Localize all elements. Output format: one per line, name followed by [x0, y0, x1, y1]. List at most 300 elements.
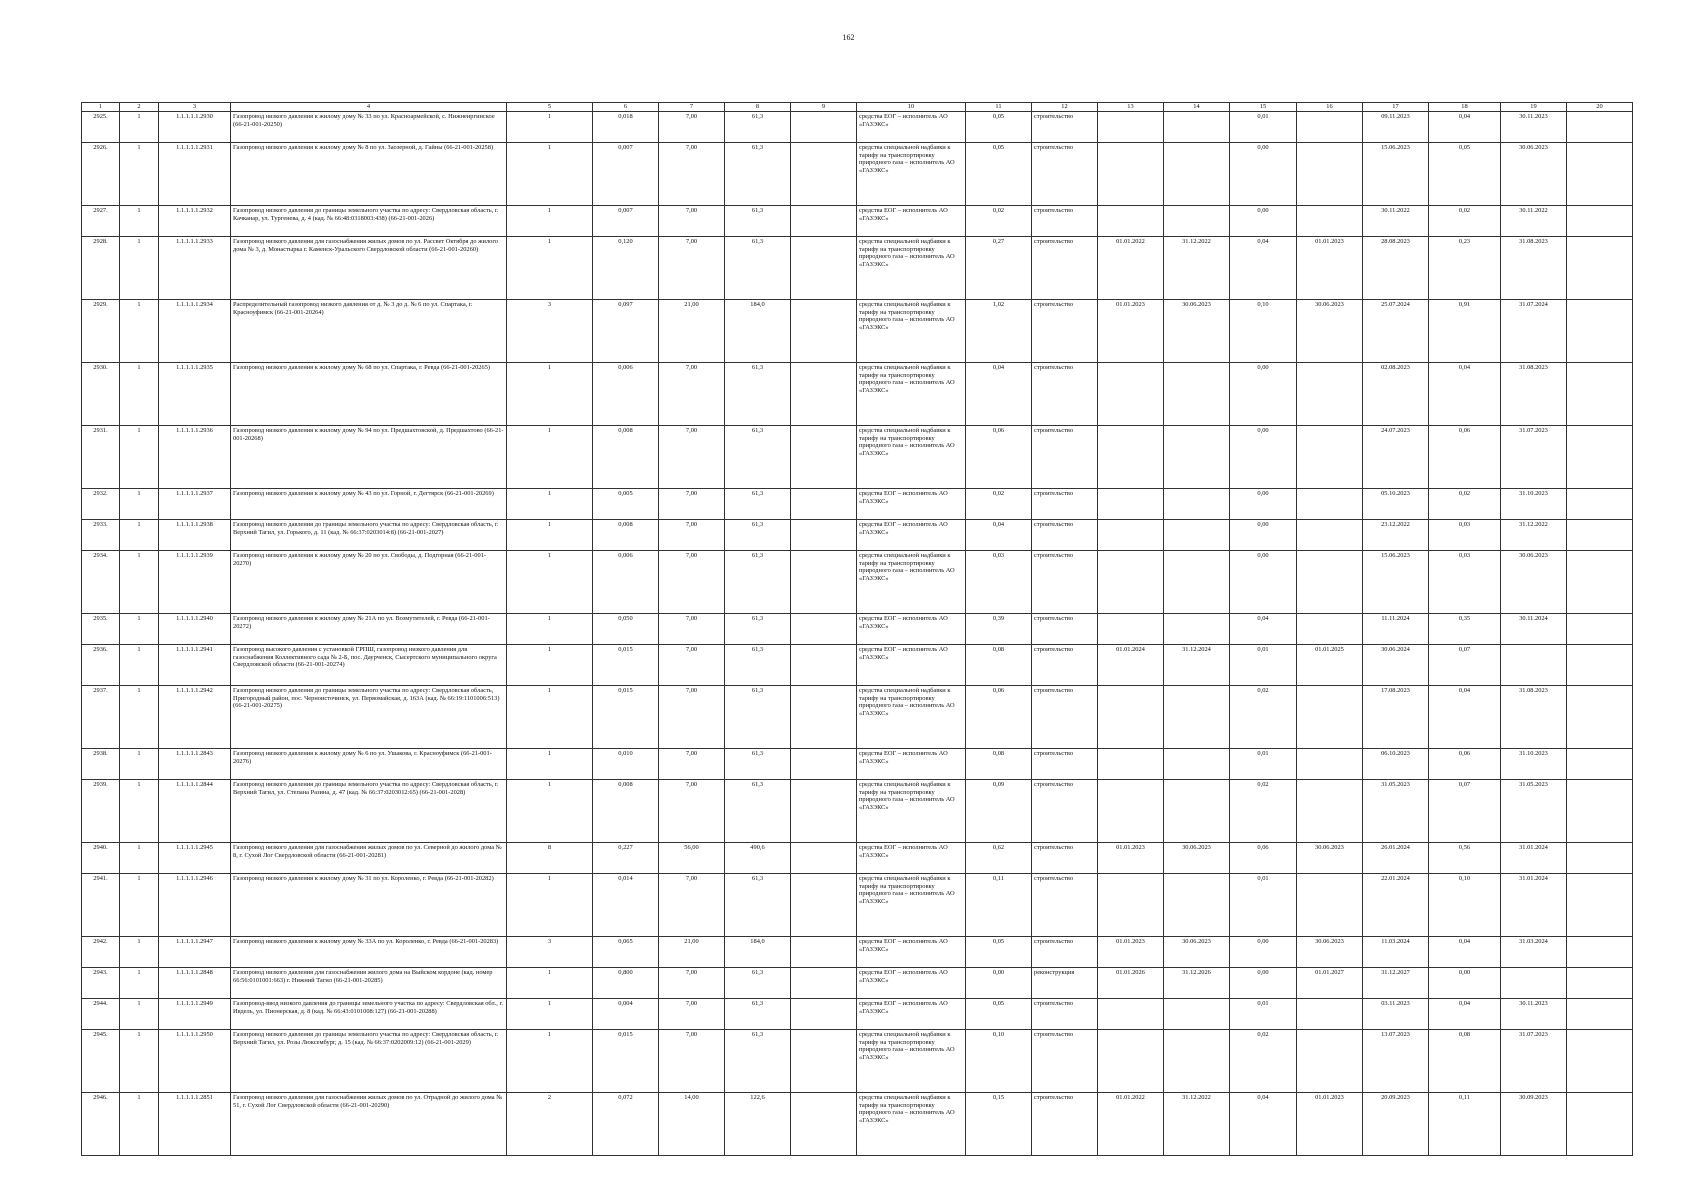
count-value: 1: [507, 520, 593, 551]
amount-value: 0,00: [966, 968, 1032, 999]
financing-source: средства специальной надбавки к тарифу на транспортировку природного газа – исполнитель АО «ГАЗЭКС»: [857, 1093, 966, 1156]
object-code: 1.1.1.1.1.2843: [159, 749, 231, 780]
table-row: [82, 645, 1633, 686]
construction-start: [1297, 686, 1363, 749]
construction-start: [1297, 206, 1363, 237]
column-20-value: [1567, 968, 1633, 999]
financing-source: средства ЕОГ – исполнитель АО «ГАЗЭКС»: [857, 843, 966, 874]
work-type: строительство: [1032, 645, 1098, 686]
table-row: [82, 520, 1633, 551]
amount-value: 0,08: [966, 645, 1032, 686]
table-row: [82, 999, 1633, 1030]
object-code: 1.1.1.1.1.2950: [159, 1030, 231, 1093]
row-number: 2942.: [82, 937, 120, 968]
construction-amount: 0,07: [1429, 780, 1501, 843]
commission-date: 20.09.2023: [1363, 1093, 1429, 1156]
group-number: 1: [120, 843, 159, 874]
financing-source: средства ЕОГ – исполнитель АО «ГАЗЭКС»: [857, 206, 966, 237]
row-number: 2926.: [82, 143, 120, 206]
construction-amount: 0,04: [1429, 937, 1501, 968]
table-row: [82, 780, 1633, 843]
object-code: 1.1.1.1.1.2942: [159, 686, 231, 749]
length-km: 0,008: [593, 520, 659, 551]
design-amount: 0,00: [1230, 489, 1297, 520]
cost-value: 61,3: [725, 143, 791, 206]
end-date: 31.12.2026: [1164, 968, 1230, 999]
start-date: 01.01.2024: [1098, 645, 1164, 686]
amount-value: 0,02: [966, 206, 1032, 237]
design-amount: 0,04: [1230, 614, 1297, 645]
capacity-value: 21,00: [659, 937, 725, 968]
column-20-value: [1567, 363, 1633, 426]
count-value: 1: [507, 780, 593, 843]
amount-value: 0,04: [966, 363, 1032, 426]
column-number-15: 15: [1230, 103, 1297, 112]
count-value: 3: [507, 937, 593, 968]
financing-source: средства ЕОГ – исполнитель АО «ГАЗЭКС»: [857, 937, 966, 968]
capacity-value: 7,00: [659, 968, 725, 999]
register-table: [81, 102, 1633, 1156]
amount-value: 0,06: [966, 426, 1032, 489]
construction-start: [1297, 363, 1363, 426]
object-code: 1.1.1.1.1.2949: [159, 999, 231, 1030]
commission-date: 11.11.2024: [1363, 614, 1429, 645]
column-9-value: [791, 143, 857, 206]
column-20-value: [1567, 1093, 1633, 1156]
financing-source: средства специальной надбавки к тарифу на транспортировку природного газа – исполнитель АО «ГАЗЭКС»: [857, 363, 966, 426]
commission-date: 13.07.2023: [1363, 1030, 1429, 1093]
column-9-value: [791, 686, 857, 749]
construction-start: 01.01.2027: [1297, 968, 1363, 999]
row-number: 2937.: [82, 686, 120, 749]
column-number-2: 2: [120, 103, 159, 112]
group-number: 1: [120, 686, 159, 749]
construction-start: [1297, 143, 1363, 206]
group-number: 1: [120, 874, 159, 937]
commission-date: 23.12.2022: [1363, 520, 1429, 551]
object-code: 1.1.1.1.1.2931: [159, 143, 231, 206]
work-type: строительство: [1032, 686, 1098, 749]
completion-date: 31.10.2023: [1501, 749, 1567, 780]
end-date: [1164, 1030, 1230, 1093]
completion-date: 31.05.2023: [1501, 780, 1567, 843]
cost-value: 61,3: [725, 363, 791, 426]
group-number: 1: [120, 999, 159, 1030]
object-code: 1.1.1.1.1.2930: [159, 112, 231, 143]
commission-date: 30.06.2024: [1363, 645, 1429, 686]
column-20-value: [1567, 874, 1633, 937]
object-code: 1.1.1.1.1.2851: [159, 1093, 231, 1156]
column-number-3: 3: [159, 103, 231, 112]
group-number: 1: [120, 112, 159, 143]
row-number: 2944.: [82, 999, 120, 1030]
row-number: 2946.: [82, 1093, 120, 1156]
capacity-value: 7,00: [659, 614, 725, 645]
design-amount: 0,00: [1230, 363, 1297, 426]
length-km: 0,007: [593, 143, 659, 206]
object-name: Газопровод низкого давления к жилому дому № 21А по ул. Возмутителей, г. Ревда (66-21-001-20272): [231, 614, 507, 645]
commission-date: 09.11.2023: [1363, 112, 1429, 143]
column-9-value: [791, 520, 857, 551]
financing-source: средства специальной надбавки к тарифу на транспортировку природного газа – исполнитель АО «ГАЗЭКС»: [857, 551, 966, 614]
completion-date: 31.10.2023: [1501, 489, 1567, 520]
row-number: 2940.: [82, 843, 120, 874]
end-date: [1164, 206, 1230, 237]
column-9-value: [791, 645, 857, 686]
financing-source: средства специальной надбавки к тарифу на транспортировку природного газа – исполнитель АО «ГАЗЭКС»: [857, 143, 966, 206]
cost-value: 61,3: [725, 206, 791, 237]
capacity-value: 7,00: [659, 999, 725, 1030]
row-number: 2934.: [82, 551, 120, 614]
start-date: [1098, 614, 1164, 645]
amount-value: 0,15: [966, 1093, 1032, 1156]
object-name: Газопровод низкого давления до границы земельного участка по адресу: Свердловская область, г. Качканар, ул. Тургенева, д. 4 (кад. № 66:48:0318003:438) (66-21-001-2026): [231, 206, 507, 237]
construction-start: [1297, 749, 1363, 780]
end-date: 30.06.2023: [1164, 300, 1230, 363]
construction-start: 30.06.2023: [1297, 300, 1363, 363]
column-9-value: [791, 614, 857, 645]
length-km: 0,065: [593, 937, 659, 968]
table-body: [82, 112, 1633, 1156]
cost-value: 61,3: [725, 237, 791, 300]
capacity-value: 7,00: [659, 489, 725, 520]
construction-amount: 0,03: [1429, 520, 1501, 551]
column-number-14: 14: [1164, 103, 1230, 112]
work-type: строительство: [1032, 780, 1098, 843]
amount-value: 0,05: [966, 112, 1032, 143]
table-row: [82, 937, 1633, 968]
column-20-value: [1567, 551, 1633, 614]
count-value: 1: [507, 999, 593, 1030]
construction-start: [1297, 874, 1363, 937]
row-number: 2927.: [82, 206, 120, 237]
table-row: [82, 843, 1633, 874]
count-value: 1: [507, 645, 593, 686]
count-value: 1: [507, 206, 593, 237]
financing-source: средства ЕОГ – исполнитель АО «ГАЗЭКС»: [857, 112, 966, 143]
column-number-20: 20: [1567, 103, 1633, 112]
end-date: 31.12.2022: [1164, 1093, 1230, 1156]
financing-source: средства специальной надбавки к тарифу на транспортировку природного газа – исполнитель АО «ГАЗЭКС»: [857, 237, 966, 300]
commission-date: 06.10.2023: [1363, 749, 1429, 780]
object-code: 1.1.1.1.1.2934: [159, 300, 231, 363]
start-date: [1098, 206, 1164, 237]
construction-amount: 0,00: [1429, 968, 1501, 999]
row-number: 2938.: [82, 749, 120, 780]
length-km: 0,008: [593, 426, 659, 489]
length-km: 0,008: [593, 780, 659, 843]
length-km: 0,072: [593, 1093, 659, 1156]
cost-value: 61,3: [725, 749, 791, 780]
object-name: Газопровод низкого давления для газоснабжения жилых домов по ул. Северной до жилого дома № 8, г. Сухой Лог Свердловской области (66-21-001-20281): [231, 843, 507, 874]
object-name: Распределительный газопровод низкого давления от д. № 3 до д. № 6 по ул. Спартака, г. Красноуфимск (66-21-001-20264): [231, 300, 507, 363]
commission-date: 31.05.2023: [1363, 780, 1429, 843]
object-name: Газопровод низкого давления к жилому дому № 33 по ул. Красноармейской, с. Нижнеиргинское (66-21-001-20250): [231, 112, 507, 143]
length-km: 0,015: [593, 645, 659, 686]
amount-value: 0,39: [966, 614, 1032, 645]
start-date: [1098, 874, 1164, 937]
column-number-11: 11: [966, 103, 1032, 112]
object-name: Газопровод низкого давления до границы земельного участка по адресу: Свердловская область, г. Верхний Тагил, ул. Розы Люксембург, д. 15 (кад. № 66:37:0202009:12) (66-21-001-2029): [231, 1030, 507, 1093]
length-km: 0,800: [593, 968, 659, 999]
capacity-value: 7,00: [659, 206, 725, 237]
start-date: [1098, 112, 1164, 143]
group-number: 1: [120, 363, 159, 426]
column-20-value: [1567, 614, 1633, 645]
column-number-18: 18: [1429, 103, 1501, 112]
work-type: строительство: [1032, 614, 1098, 645]
row-number: 2935.: [82, 614, 120, 645]
column-9-value: [791, 749, 857, 780]
column-9-value: [791, 1093, 857, 1156]
object-name: Газопровод низкого давления до границы земельного участка по адресу: Свердловская область, Пригородный район, пос. Черноисточинск, ул. Первомайская, д. 163А (кад. № 66:19:1101006:513) (66-21-001-20275): [231, 686, 507, 749]
design-amount: 0,00: [1230, 206, 1297, 237]
object-name: Газопровод низкого давления к жилому дому № 68 по ул. Спартака, г. Ревда (66-21-001-20265): [231, 363, 507, 426]
object-code: 1.1.1.1.1.2946: [159, 874, 231, 937]
end-date: [1164, 551, 1230, 614]
row-number: 2943.: [82, 968, 120, 999]
column-20-value: [1567, 749, 1633, 780]
construction-amount: 0,05: [1429, 143, 1501, 206]
start-date: [1098, 426, 1164, 489]
construction-start: 01.01.2023: [1297, 1093, 1363, 1156]
group-number: 1: [120, 937, 159, 968]
length-km: 0,120: [593, 237, 659, 300]
construction-amount: 0,06: [1429, 426, 1501, 489]
length-km: 0,004: [593, 999, 659, 1030]
object-name: Газопровод низкого давления к жилому дому № 6 по ул. Ушакова, г. Красноуфимск (66-21-001-20276): [231, 749, 507, 780]
start-date: 01.01.2023: [1098, 937, 1164, 968]
table-row: [82, 112, 1633, 143]
amount-value: 0,08: [966, 749, 1032, 780]
construction-amount: 0,35: [1429, 614, 1501, 645]
count-value: 3: [507, 300, 593, 363]
column-number-9: 9: [791, 103, 857, 112]
end-date: [1164, 999, 1230, 1030]
design-amount: 0,10: [1230, 300, 1297, 363]
capacity-value: 7,00: [659, 363, 725, 426]
work-type: реконструкция: [1032, 968, 1098, 999]
column-20-value: [1567, 237, 1633, 300]
column-number-7: 7: [659, 103, 725, 112]
construction-amount: 0,04: [1429, 686, 1501, 749]
amount-value: 0,06: [966, 686, 1032, 749]
object-code: 1.1.1.1.1.2937: [159, 489, 231, 520]
object-name: Газопровод-ввод низкого давления до границы земельного участка по адресу: Свердловская обл., г. Ивдель, ул. Пионерская, д. 8 (кад. № 66:43:0101008:127) (66-21-001-20288): [231, 999, 507, 1030]
completion-date: 30.06.2023: [1501, 551, 1567, 614]
capacity-value: 56,00: [659, 843, 725, 874]
completion-date: 30.11.2023: [1501, 112, 1567, 143]
row-number: 2929.: [82, 300, 120, 363]
amount-value: 0,62: [966, 843, 1032, 874]
completion-date: 30.11.2024: [1501, 614, 1567, 645]
table-row: [82, 614, 1633, 645]
end-date: [1164, 489, 1230, 520]
table-row: [82, 1030, 1633, 1093]
table-row: [82, 551, 1633, 614]
start-date: [1098, 749, 1164, 780]
work-type: строительство: [1032, 112, 1098, 143]
completion-date: 31.07.2024: [1501, 300, 1567, 363]
column-number-16: 16: [1297, 103, 1363, 112]
cost-value: 61,3: [725, 645, 791, 686]
commission-date: 15.06.2023: [1363, 551, 1429, 614]
start-date: [1098, 520, 1164, 551]
commission-date: 05.10.2023: [1363, 489, 1429, 520]
cost-value: 61,3: [725, 780, 791, 843]
row-number: 2930.: [82, 363, 120, 426]
end-date: [1164, 614, 1230, 645]
row-number: 2939.: [82, 780, 120, 843]
column-20-value: [1567, 1030, 1633, 1093]
financing-source: средства ЕОГ – исполнитель АО «ГАЗЭКС»: [857, 614, 966, 645]
start-date: [1098, 686, 1164, 749]
end-date: [1164, 686, 1230, 749]
construction-amount: 0,04: [1429, 112, 1501, 143]
design-amount: 0,00: [1230, 143, 1297, 206]
object-code: 1.1.1.1.1.2844: [159, 780, 231, 843]
length-km: 0,007: [593, 206, 659, 237]
completion-date: 31.08.2023: [1501, 237, 1567, 300]
commission-date: 22.01.2024: [1363, 874, 1429, 937]
start-date: [1098, 999, 1164, 1030]
work-type: строительство: [1032, 749, 1098, 780]
column-9-value: [791, 999, 857, 1030]
object-name: Газопровод низкого давления для газоснабжения жилого дома на Выйском кордоне (кад. номер 66:56:0101001:663) г. Нижний Тагил (66-21-001-20285): [231, 968, 507, 999]
capacity-value: 7,00: [659, 645, 725, 686]
column-20-value: [1567, 426, 1633, 489]
group-number: 1: [120, 489, 159, 520]
cost-value: 184,0: [725, 300, 791, 363]
construction-start: 30.06.2023: [1297, 937, 1363, 968]
amount-value: 0,09: [966, 780, 1032, 843]
row-number: 2928.: [82, 237, 120, 300]
group-number: 1: [120, 300, 159, 363]
completion-date: [1501, 968, 1567, 999]
design-amount: 0,02: [1230, 780, 1297, 843]
amount-value: 0,27: [966, 237, 1032, 300]
work-type: строительство: [1032, 426, 1098, 489]
object-name: Газопровод низкого давления до границы земельного участка по адресу: Свердловская область, г. Верхний Тагил, ул. Степана Разина, д. 47 (кад. № 66:37:0203012:65) (66-21-001-2028): [231, 780, 507, 843]
completion-date: 30.06.2023: [1501, 143, 1567, 206]
count-value: 1: [507, 489, 593, 520]
capacity-value: 7,00: [659, 112, 725, 143]
design-amount: 0,01: [1230, 999, 1297, 1030]
end-date: 30.06.2023: [1164, 843, 1230, 874]
count-value: 1: [507, 363, 593, 426]
amount-value: 0,03: [966, 551, 1032, 614]
construction-start: [1297, 426, 1363, 489]
design-amount: 0,00: [1230, 426, 1297, 489]
page-number: 162: [842, 33, 855, 42]
construction-start: 01.01.2025: [1297, 645, 1363, 686]
construction-amount: 0,02: [1429, 206, 1501, 237]
commission-date: 03.11.2023: [1363, 999, 1429, 1030]
capacity-value: 7,00: [659, 1030, 725, 1093]
count-value: 1: [507, 614, 593, 645]
work-type: строительство: [1032, 1030, 1098, 1093]
completion-date: 31.08.2023: [1501, 686, 1567, 749]
end-date: [1164, 749, 1230, 780]
object-code: 1.1.1.1.1.2935: [159, 363, 231, 426]
count-value: 8: [507, 843, 593, 874]
end-date: [1164, 780, 1230, 843]
group-number: 1: [120, 551, 159, 614]
column-9-value: [791, 112, 857, 143]
table-row: [82, 968, 1633, 999]
amount-value: 0,04: [966, 520, 1032, 551]
end-date: 30.06.2023: [1164, 937, 1230, 968]
construction-amount: 0,02: [1429, 489, 1501, 520]
construction-start: [1297, 614, 1363, 645]
capacity-value: 7,00: [659, 551, 725, 614]
cost-value: 61,3: [725, 520, 791, 551]
commission-date: 25.07.2024: [1363, 300, 1429, 363]
object-name: Газопровод низкого давления к жилому дому № 31 по ул. Короленко, г. Ревда (66-21-001-20282): [231, 874, 507, 937]
count-value: 2: [507, 1093, 593, 1156]
object-name: Газопровод высокого давления с установкой ГРПШ, газопровод низкого давления для газоснабжения Коллективного сада № 2-Б, пос. Даурченск, Сысертского муниципального округа Свердловской области (66-21-001-20274): [231, 645, 507, 686]
design-amount: 0,02: [1230, 1030, 1297, 1093]
count-value: 1: [507, 426, 593, 489]
start-date: [1098, 780, 1164, 843]
financing-source: средства специальной надбавки к тарифу на транспортировку природного газа – исполнитель АО «ГАЗЭКС»: [857, 874, 966, 937]
capacity-value: 14,00: [659, 1093, 725, 1156]
end-date: [1164, 363, 1230, 426]
object-code: 1.1.1.1.1.2938: [159, 520, 231, 551]
construction-amount: 0,03: [1429, 551, 1501, 614]
group-number: 1: [120, 206, 159, 237]
design-amount: 0,04: [1230, 237, 1297, 300]
work-type: строительство: [1032, 874, 1098, 937]
amount-value: 0,05: [966, 143, 1032, 206]
capacity-value: 7,00: [659, 426, 725, 489]
column-20-value: [1567, 780, 1633, 843]
financing-source: средства специальной надбавки к тарифу на транспортировку природного газа – исполнитель АО «ГАЗЭКС»: [857, 426, 966, 489]
object-name: Газопровод низкого давления к жилому дому № 43 по ул. Горной, г. Дегтярск (66-21-001-20269): [231, 489, 507, 520]
cost-value: 61,3: [725, 686, 791, 749]
length-km: 0,097: [593, 300, 659, 363]
start-date: 01.01.2023: [1098, 300, 1164, 363]
table-row: [82, 363, 1633, 426]
design-amount: 0,01: [1230, 874, 1297, 937]
construction-amount: 0,06: [1429, 749, 1501, 780]
amount-value: 0,10: [966, 1030, 1032, 1093]
work-type: строительство: [1032, 489, 1098, 520]
construction-start: [1297, 999, 1363, 1030]
commission-date: 26.01.2024: [1363, 843, 1429, 874]
object-name: Газопровод низкого давления для газоснабжения жилых домов по ул. Отрадной до жилого дома № 51, г. Сухой Лог Свердловской области (66-21-001-20290): [231, 1093, 507, 1156]
work-type: строительство: [1032, 363, 1098, 426]
length-km: 0,006: [593, 551, 659, 614]
construction-amount: 0,91: [1429, 300, 1501, 363]
start-date: 01.01.2023: [1098, 843, 1164, 874]
design-amount: 0,00: [1230, 520, 1297, 551]
end-date: [1164, 143, 1230, 206]
financing-source: средства ЕОГ – исполнитель АО «ГАЗЭКС»: [857, 489, 966, 520]
design-amount: 0,01: [1230, 645, 1297, 686]
column-number-8: 8: [725, 103, 791, 112]
group-number: 1: [120, 143, 159, 206]
cost-value: 61,3: [725, 112, 791, 143]
object-code: 1.1.1.1.1.2941: [159, 645, 231, 686]
object-name: Газопровод низкого давления к жилому дому № 94 по ул. Предшахтовской, д. Предшахтово (66-21-001-20268): [231, 426, 507, 489]
column-number-10: 10: [857, 103, 966, 112]
construction-start: [1297, 1030, 1363, 1093]
count-value: 1: [507, 551, 593, 614]
group-number: 1: [120, 1093, 159, 1156]
work-type: строительство: [1032, 300, 1098, 363]
row-number: 2945.: [82, 1030, 120, 1093]
